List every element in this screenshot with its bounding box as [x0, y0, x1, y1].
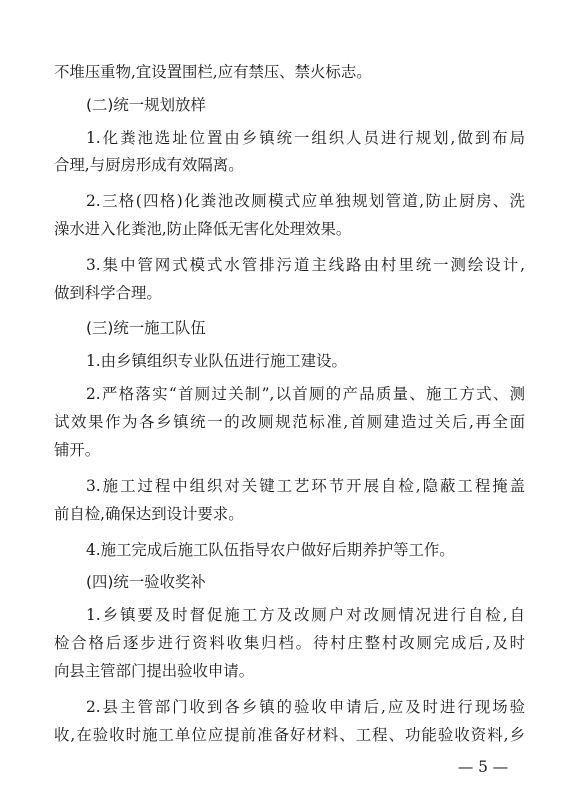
text-line: 铺开。 [54, 441, 101, 459]
page-number: — 5 — [457, 758, 509, 776]
text-line: 1.乡镇要及时督促施工方及改厕户对改厕情况进行自检,自 [86, 606, 525, 624]
text-line: 3.施工过程中组织对关键工艺环节开展自检,隐蔽工程掩盖 [86, 477, 525, 495]
text-line: 4.施工完成后施工队伍指导农户做好后期养护等工作。 [86, 541, 455, 559]
text-line: 2.县主管部门收到各乡镇的验收申请后,应及时进行现场验 [86, 698, 525, 716]
text-line: 试效果作为各乡镇统一的改厕规范标准,首厕建造过关后,再全面 [54, 413, 525, 431]
section-heading: (三)统一施工队伍 [86, 319, 206, 337]
text-line: 2.严格落实“首厕过关制”,以首厕的产品质量、施工方式、测 [86, 385, 525, 403]
section-heading: (四)统一验收奖补 [86, 573, 206, 591]
text-line: 合理,与厨房形成有效隔离。 [54, 156, 244, 174]
text-line: 1.化粪池选址位置由乡镇统一组织人员进行规划,做到布局 [86, 129, 525, 147]
section-heading: (二)统一规划放样 [86, 96, 206, 114]
text-line: 澡水进入化粪池,防止降低无害化处理效果。 [54, 220, 352, 238]
text-line: 前自检,确保达到设计要求。 [54, 505, 244, 523]
text-line: 3.集中管网式模式水管排污道主线路由村里统一测绘设计, [86, 256, 525, 274]
text-line: 2.三格(四格)化粪池改厕模式应单独规划管道,防止厨房、洗 [86, 192, 525, 210]
text-line: 做到科学合理。 [54, 284, 162, 302]
text-line: 不堆压重物,宜设置围栏,应有禁压、禁火标志。 [54, 63, 372, 81]
text-line: 收,在验收时施工单位应提前准备好材料、工程、功能验收资料,乡 [54, 726, 525, 744]
text-line: 向县主管部门提出验收申请。 [54, 662, 255, 680]
text-line: 检合格后逐步进行资料收集归档。待村庄整村改厕完成后,及时 [54, 634, 525, 652]
text-line: 1.由乡镇组织专业队伍进行施工建设。 [86, 352, 347, 370]
